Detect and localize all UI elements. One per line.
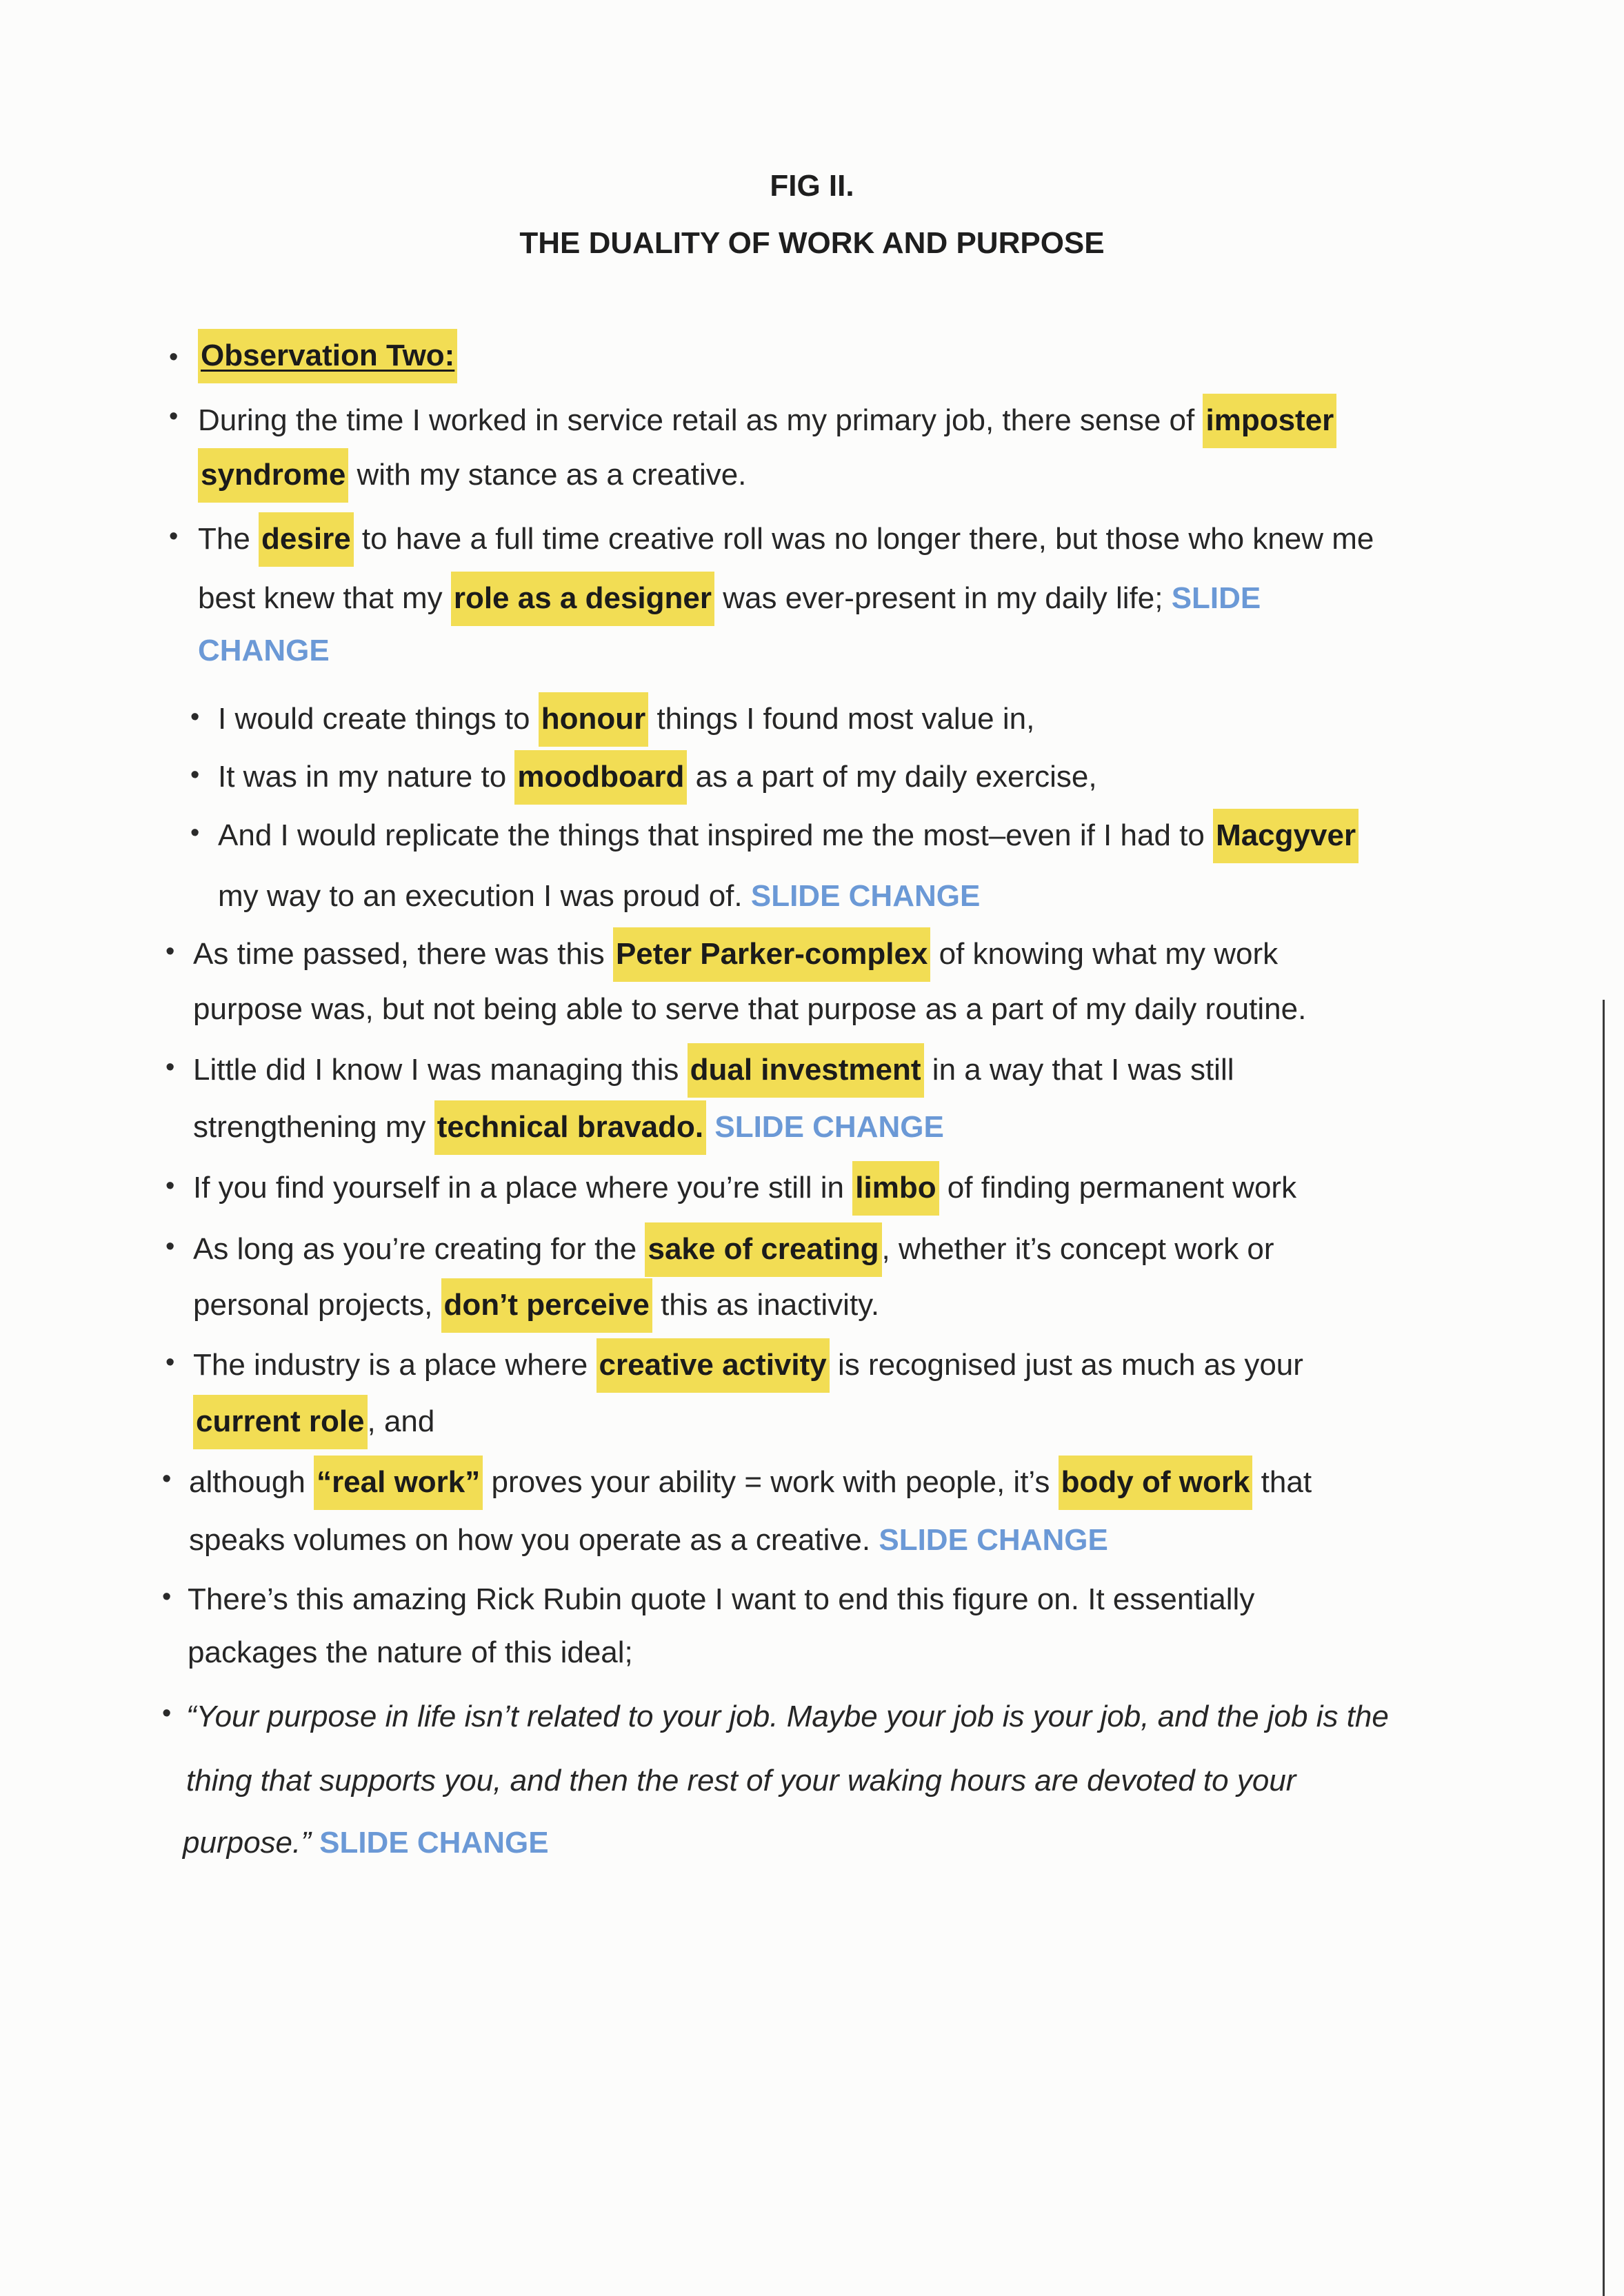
highlight: body of work bbox=[1059, 1456, 1253, 1510]
figure-label: FIG II. bbox=[770, 169, 854, 203]
paragraph-line: syndrome with my stance as a creative. bbox=[198, 454, 746, 496]
page-edge-shadow bbox=[1603, 1000, 1605, 2296]
highlight: role as a designer bbox=[451, 572, 714, 626]
paragraph-line: Little did I know I was managing this dual investment in a way that I was still bbox=[193, 1049, 1234, 1091]
paragraph-line: speaks volumes on how you operate as a creative. SLIDE CHANGE bbox=[189, 1523, 1108, 1557]
bullet: • bbox=[169, 343, 179, 372]
bullet: • bbox=[162, 1582, 172, 1611]
bullet: • bbox=[169, 522, 179, 551]
bullet: • bbox=[166, 1171, 175, 1200]
highlight: dual investment bbox=[688, 1043, 924, 1098]
highlight: limbo bbox=[852, 1161, 939, 1216]
highlight: imposter bbox=[1203, 394, 1336, 448]
highlight: “real work” bbox=[314, 1456, 483, 1510]
paragraph-line: purpose was, but not being able to serve that purpose as a part of my daily routine. bbox=[193, 992, 1307, 1026]
quote-line: “Your purpose in life isn’t related to your job. Maybe your job is your job, and the job is the bbox=[186, 1700, 1389, 1733]
highlight: don’t perceive bbox=[441, 1278, 652, 1333]
paragraph-line: I would create things to honour things I found most value in, bbox=[218, 698, 1034, 740]
paragraph-line: It was in my nature to moodboard as a part of my daily exercise, bbox=[218, 756, 1097, 798]
paragraph-line: although “real work” proves your ability = work with people, it’s body of work that bbox=[189, 1462, 1312, 1503]
slide-change-cue: SLIDE CHANGE bbox=[319, 1826, 549, 1860]
highlight: Macgyver bbox=[1213, 809, 1359, 863]
bullet: • bbox=[162, 1699, 172, 1728]
highlight: Peter Parker-complex bbox=[613, 927, 930, 982]
slide-change-cue: SLIDE bbox=[1171, 581, 1261, 615]
slide-change-cue: CHANGE bbox=[198, 634, 330, 667]
paragraph-line: personal projects, don’t perceive this as inactivity. bbox=[193, 1285, 879, 1326]
paragraph-line bbox=[198, 630, 330, 672]
highlight: sake of creating bbox=[645, 1222, 881, 1277]
paragraph-line: packages the nature of this ideal; bbox=[188, 1635, 633, 1669]
quote-line: purpose.” SLIDE CHANGE bbox=[183, 1826, 549, 1860]
sub-bullet: • bbox=[190, 703, 200, 732]
slide-change-cue: SLIDE CHANGE bbox=[750, 879, 981, 913]
highlight: syndrome bbox=[198, 448, 348, 503]
paragraph-line: best knew that my role as a designer was ever-present in my daily life; SLIDE bbox=[198, 578, 1261, 619]
bullet: • bbox=[169, 402, 179, 431]
paragraph-line: There’s this amazing Rick Rubin quote I want to end this figure on. It essentially bbox=[188, 1582, 1255, 1616]
highlight: current role bbox=[193, 1395, 368, 1449]
paragraph-line: As long as you’re creating for the sake of creating, whether it’s concept work or bbox=[193, 1229, 1274, 1270]
highlight: creative activity bbox=[597, 1338, 830, 1393]
paragraph-line: current role, and bbox=[193, 1401, 434, 1442]
paragraph-line: If you find yourself in a place where you’re still in limbo of finding permanent work bbox=[193, 1167, 1296, 1209]
highlight: desire bbox=[259, 512, 354, 567]
paragraph-line: The industry is a place where creative activity is recognised just as much as your bbox=[193, 1345, 1303, 1386]
paragraph-line: The desire to have a full time creative roll was no longer there, but those who knew me bbox=[198, 518, 1374, 560]
bullet: • bbox=[162, 1464, 172, 1493]
highlight: technical bravado. bbox=[434, 1100, 706, 1155]
paragraph-line: And I would replicate the things that inspired me the most–even if I had to Macgyver bbox=[218, 815, 1359, 856]
sub-bullet: • bbox=[190, 818, 200, 847]
paragraph-line: strengthening my technical bravado. SLIDE CHANGE bbox=[193, 1107, 944, 1148]
slide-change-cue: SLIDE CHANGE bbox=[879, 1523, 1108, 1557]
bullet: • bbox=[166, 1232, 175, 1261]
bullet: • bbox=[166, 1348, 175, 1377]
observation-label: Observation Two: bbox=[198, 329, 457, 383]
page-title: THE DUALITY OF WORK AND PURPOSE bbox=[519, 226, 1105, 260]
paragraph-line: my way to an execution I was proud of. SLIDE CHANGE bbox=[218, 879, 981, 913]
paragraph-line: During the time I worked in service retail as my primary job, there sense of imposter bbox=[198, 400, 1336, 441]
quote-line: thing that supports you, and then the rest of your waking hours are devoted to your bbox=[186, 1764, 1296, 1797]
highlight: honour bbox=[539, 692, 649, 747]
observation-heading bbox=[198, 335, 457, 376]
sub-bullet: • bbox=[190, 761, 200, 789]
highlight: moodboard bbox=[514, 750, 687, 805]
paragraph-line: As time passed, there was this Peter Parker-complex of knowing what my work bbox=[193, 934, 1278, 975]
slide-change-cue: SLIDE CHANGE bbox=[714, 1110, 944, 1144]
bullet: • bbox=[166, 1053, 175, 1082]
bullet: • bbox=[166, 937, 175, 966]
